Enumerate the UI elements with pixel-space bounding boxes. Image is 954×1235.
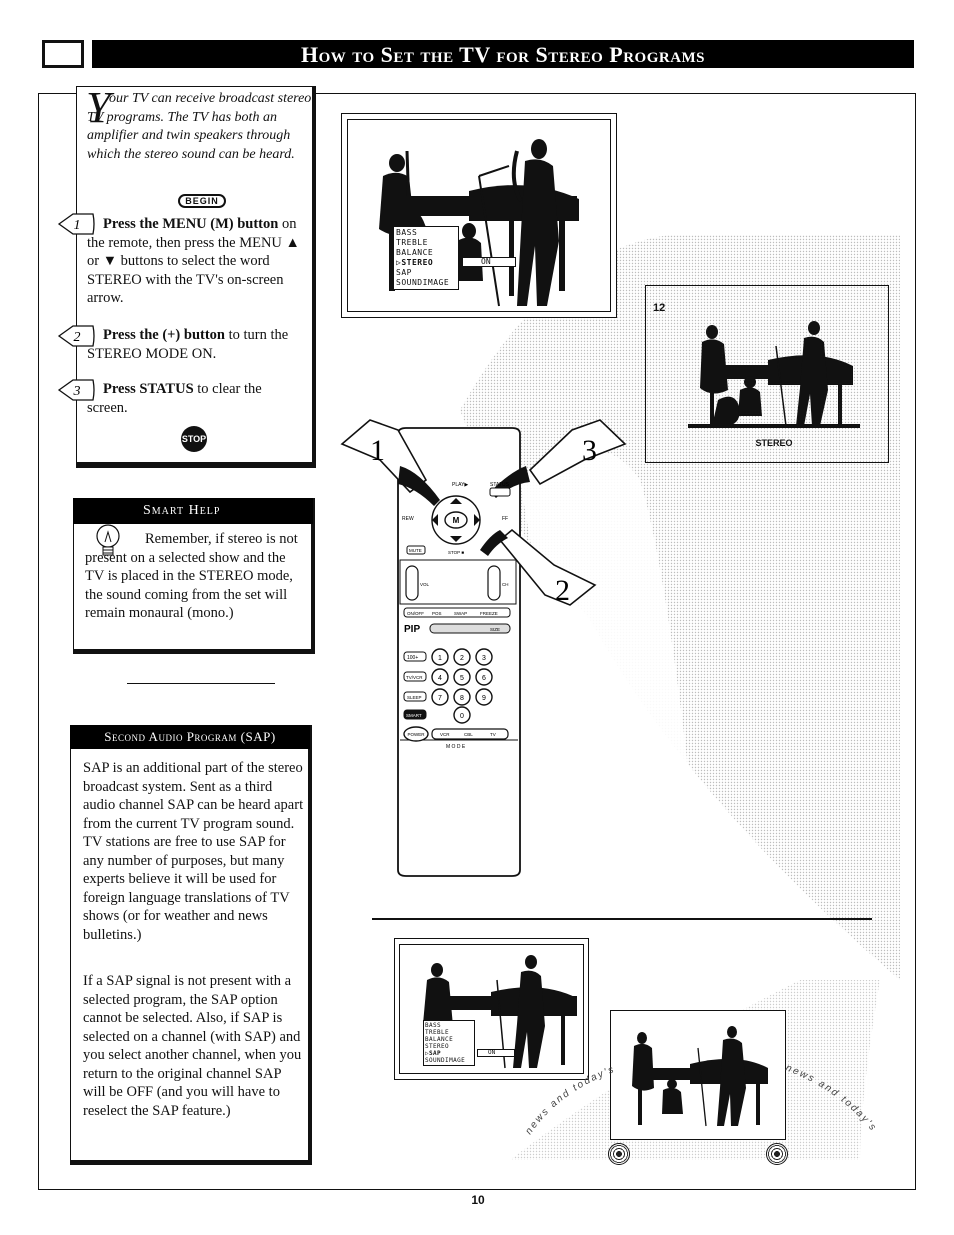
callout-3: 3 xyxy=(582,434,597,467)
speaker-dial-icon xyxy=(608,1143,630,1165)
intro-dropcap: Y xyxy=(86,83,111,132)
section-divider-right xyxy=(372,918,872,920)
frame-top-left-line xyxy=(38,93,76,94)
digit-5: 5 xyxy=(460,675,464,682)
smart-help-text: Remember, if stereo is not present on a selected show and the TV is placed in the STEREO mode, the sound coming from the set will remain monaural (mono.) xyxy=(85,531,298,621)
sap-paragraph-2: If a SAP signal is not present with a selected program, the SAP option cannot be selected. Also, if SAP is selected on a channel (with SAP) and you select another channel, when you return to the original channel SAP will be OFF (and you will have to reselect the SAP feature.) xyxy=(83,973,302,1119)
step-2-number: 2 xyxy=(73,330,81,345)
title-icon-box xyxy=(42,40,84,68)
remote-tvvcr-label: TV/VCR xyxy=(406,675,423,680)
remote-cbl-label: CBL xyxy=(464,732,473,737)
begin-badge: BEGIN xyxy=(178,194,226,208)
remote-status-label: STATUS xyxy=(490,482,509,488)
frame-top-right-line xyxy=(316,93,916,94)
tv-menu-3-item: BALANCE xyxy=(425,1036,454,1043)
svg-text:news and today's xyxy=(523,1064,617,1137)
remote-tv-label: TV xyxy=(490,732,496,737)
digit-6: 6 xyxy=(482,675,486,682)
tv-menu-3-item: STEREO xyxy=(425,1043,450,1050)
tv-menu-3-item: BASS xyxy=(425,1022,442,1029)
news-text-arc-right xyxy=(780,1060,880,1140)
digit-8: 8 xyxy=(460,695,464,702)
step-2-text xyxy=(87,326,302,363)
svg-text:news and today's xyxy=(784,1063,879,1135)
remote-control-illustration xyxy=(340,400,630,880)
tv-menu-1-item: ▷STEREO xyxy=(396,258,434,267)
stop-icon: STOP xyxy=(181,426,207,452)
tv-menu-3-value: ON xyxy=(477,1049,515,1057)
step-1-text xyxy=(87,215,302,308)
digit-4: 4 xyxy=(438,675,442,682)
digit-0: 0 xyxy=(460,713,464,720)
remote-freeze-label: FREEZE xyxy=(480,611,498,616)
tv-menu-1-item: BASS xyxy=(396,228,418,237)
digit-7: 7 xyxy=(438,695,442,702)
news-text-left: news and today's xyxy=(523,1063,618,1137)
remote-play-label: PLAY▶ xyxy=(452,482,469,488)
jazz-band-illustration-4 xyxy=(618,1018,778,1128)
remote-vol-label: VOL xyxy=(420,582,430,587)
remote-ch-label: CH xyxy=(502,582,509,587)
step-3-body: to clear the screen. xyxy=(87,381,262,416)
tv-menu-1-item: SOUNDIMAGE xyxy=(396,278,450,287)
remote-onoff-label: ON/OFF xyxy=(407,611,424,616)
remote-power-label: POWER xyxy=(407,732,425,737)
step-3-bold: Press STATUS xyxy=(103,381,194,397)
remote-sleep-label: SLEEP xyxy=(407,695,422,700)
tv-menu-3-item: SOUNDIMAGE xyxy=(425,1057,466,1064)
digit-9: 9 xyxy=(482,695,486,702)
section-divider xyxy=(127,683,275,684)
page-number: 10 xyxy=(471,1193,485,1207)
remote-pip-label: PIP xyxy=(404,624,421,635)
smart-help-heading: Smart Help xyxy=(73,498,313,524)
remote-stop-label: STOP ■ xyxy=(448,550,465,555)
channel-number: 12 xyxy=(653,302,666,314)
tv-menu-1-item: SAP xyxy=(396,268,412,277)
jazz-band-illustration xyxy=(349,121,609,310)
remote-menu-label: M xyxy=(452,516,460,525)
remote-swap-label: SWAP xyxy=(454,611,468,616)
step-2-body: to turn the STEREO MODE ON. xyxy=(87,327,289,362)
tv-menu-1-item: BALANCE xyxy=(396,248,434,257)
remote-mute-label: MUTE xyxy=(409,548,422,553)
page-title: How to Set the TV for Stereo Programs xyxy=(92,40,914,68)
step-1-bold: Press the MENU (M) button xyxy=(103,216,279,232)
tv-menu-3-item: TREBLE xyxy=(425,1029,450,1036)
remote-rew-label: REW xyxy=(402,516,414,522)
tv-menu-1 xyxy=(393,226,459,290)
remote-100-label: 100+ xyxy=(407,655,419,661)
tv-menu-3-item: ▷SAP xyxy=(425,1050,442,1057)
remote-mode-label: M O D E xyxy=(446,744,466,750)
step-3-text xyxy=(87,380,302,417)
news-text-arc-left xyxy=(520,1060,630,1140)
step-2-bold: Press the (+) button xyxy=(103,327,225,343)
digit-1: 1 xyxy=(438,655,442,662)
intro-text: our TV can receive broadcast stereo TV programs. The TV has both an amplifier and twin speakers through which the stereo sound can be heard. xyxy=(87,91,312,162)
step-1-number: 1 xyxy=(73,218,81,233)
remote-pos-label: POS xyxy=(432,611,442,616)
remote-smart-label: SMART xyxy=(406,713,422,718)
news-text-right: news and today's xyxy=(783,1062,879,1135)
callout-2: 2 xyxy=(555,574,570,607)
tv-menu-1-item: TREBLE xyxy=(396,238,428,247)
sap-paragraph-1: SAP is an additional part of the stereo broadcast system. Sent as a third audio channel SAP can be heard apart from the current TV program sound. TV stations are free to use SAP for any number of purposes, but many experts believe it will be used for foreign language translations of TV shows (or for weather and news bulletins.) xyxy=(83,760,304,943)
tv-menu-1-value: ON xyxy=(462,257,516,267)
remote-ff-label: FF xyxy=(502,516,509,522)
jazz-band-illustration-2 xyxy=(688,310,860,428)
speaker-dial-icon xyxy=(766,1143,788,1165)
sap-heading: Second Audio Program (SAP) xyxy=(70,725,310,749)
remote-vcr-label: VCR xyxy=(440,732,450,737)
callout-1: 1 xyxy=(370,434,385,467)
tv-menu-3 xyxy=(423,1020,475,1066)
step-1-body: on the remote, then press the MENU ▲ or ▼ buttons to select the word STEREO with the TV's on-screen arrow. xyxy=(87,216,300,306)
step-3-number: 3 xyxy=(73,384,81,399)
digit-2: 2 xyxy=(460,655,464,662)
remote-size-label: SIZE xyxy=(490,627,501,632)
digit-3: 3 xyxy=(482,655,486,662)
stereo-caption: STEREO xyxy=(755,438,793,448)
